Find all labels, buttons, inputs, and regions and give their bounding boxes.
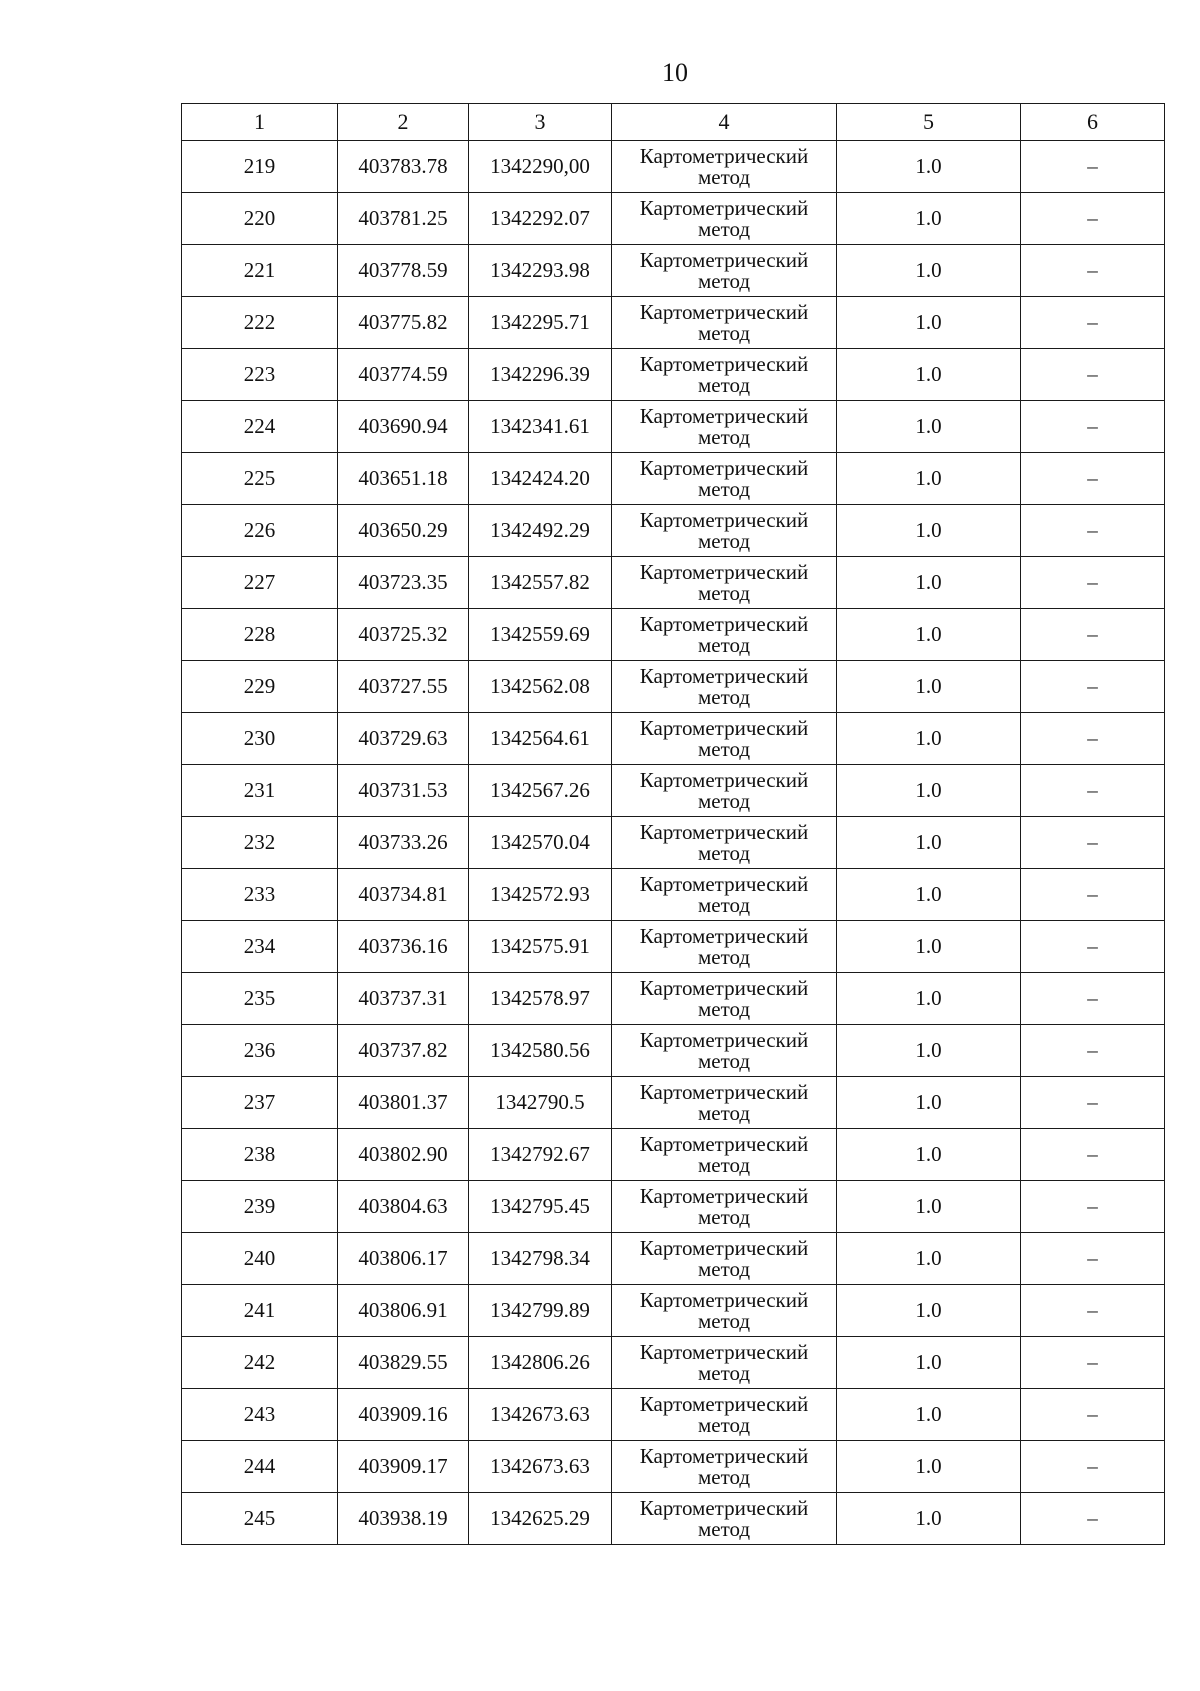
method-line-2: метод [697,528,751,553]
x-coordinate-cell: 403725.32 [338,609,469,661]
note-cell: – [1021,401,1165,453]
accuracy-cell: 1.0 [837,921,1021,973]
accuracy-cell: 1.0 [837,245,1021,297]
method-cell [612,713,837,765]
method-line-1: Картометрический [639,871,809,896]
accuracy-cell: 1.0 [837,1285,1021,1337]
method-line-2: метод [697,268,751,293]
method-line-1: Картометрический [639,611,809,636]
y-coordinate-cell: 1342293.98 [469,245,612,297]
header-cell-1: 1 [182,104,338,141]
accuracy-cell: 1.0 [837,1337,1021,1389]
method-line-2: метод [697,1516,751,1541]
accuracy-cell: 1.0 [837,1077,1021,1129]
x-coordinate-cell: 403736.16 [338,921,469,973]
point-number-cell: 233 [182,869,338,921]
method-cell [612,1233,837,1285]
method-cell [612,1129,837,1181]
method-cell [612,817,837,869]
point-number-cell: 222 [182,297,338,349]
point-number-cell: 227 [182,557,338,609]
x-coordinate-cell: 403729.63 [338,713,469,765]
coordinates-table [181,103,1165,1545]
x-coordinate-cell: 403909.17 [338,1441,469,1493]
point-number-cell: 224 [182,401,338,453]
y-coordinate-cell: 1342559.69 [469,609,612,661]
note-cell: – [1021,193,1165,245]
method-cell [612,1077,837,1129]
table-row [182,1233,1165,1285]
note-cell: – [1021,245,1165,297]
note-cell: – [1021,557,1165,609]
accuracy-cell: 1.0 [837,869,1021,921]
y-coordinate-cell: 1342290,00 [469,141,612,193]
method-line-1: Картометрический [639,1079,809,1104]
accuracy-cell: 1.0 [837,1441,1021,1493]
note-cell: – [1021,505,1165,557]
point-number-cell: 225 [182,453,338,505]
table-row [182,869,1165,921]
y-coordinate-cell: 1342424.20 [469,453,612,505]
method-line-1: Картометрический [639,1183,809,1208]
table-row [182,1077,1165,1129]
method-cell [612,401,837,453]
table-row [182,1285,1165,1337]
method-line-2: метод [697,996,751,1021]
table-row [182,141,1165,193]
point-number-cell: 243 [182,1389,338,1441]
x-coordinate-cell: 403781.25 [338,193,469,245]
note-cell: – [1021,1181,1165,1233]
method-line-1: Картометрический [639,1495,809,1520]
point-number-cell: 238 [182,1129,338,1181]
method-line-2: метод [697,320,751,345]
accuracy-cell: 1.0 [837,1025,1021,1077]
table-row [182,557,1165,609]
method-cell [612,661,837,713]
method-line-1: Картометрический [639,195,809,220]
accuracy-cell: 1.0 [837,453,1021,505]
y-coordinate-cell: 1342795.45 [469,1181,612,1233]
table-row [182,193,1165,245]
note-cell: – [1021,921,1165,973]
note-cell: – [1021,1233,1165,1285]
x-coordinate-cell: 403806.91 [338,1285,469,1337]
table-row [182,245,1165,297]
x-coordinate-cell: 403651.18 [338,453,469,505]
method-cell [612,557,837,609]
x-coordinate-cell: 403775.82 [338,297,469,349]
method-cell [612,973,837,1025]
y-coordinate-cell: 1342580.56 [469,1025,612,1077]
table-row [182,1129,1165,1181]
note-cell: – [1021,1129,1165,1181]
accuracy-cell: 1.0 [837,505,1021,557]
y-coordinate-cell: 1342575.91 [469,921,612,973]
method-line-2: метод [697,1464,751,1489]
y-coordinate-cell: 1342296.39 [469,349,612,401]
table-row [182,505,1165,557]
method-line-1: Картометрический [639,1391,809,1416]
point-number-cell: 230 [182,713,338,765]
y-coordinate-cell: 1342798.34 [469,1233,612,1285]
method-cell [612,349,837,401]
method-line-1: Картометрический [639,663,809,688]
accuracy-cell: 1.0 [837,193,1021,245]
method-cell [612,1441,837,1493]
y-coordinate-cell: 1342557.82 [469,557,612,609]
x-coordinate-cell: 403801.37 [338,1077,469,1129]
header-cell-6: 6 [1021,104,1165,141]
method-line-2: метод [697,372,751,397]
note-cell: – [1021,661,1165,713]
accuracy-cell: 1.0 [837,1181,1021,1233]
accuracy-cell: 1.0 [837,141,1021,193]
table-row [182,1181,1165,1233]
table-row [182,297,1165,349]
method-line-1: Картометрический [639,247,809,272]
accuracy-cell: 1.0 [837,401,1021,453]
method-line-1: Картометрический [639,715,809,740]
method-line-2: метод [697,944,751,969]
note-cell: – [1021,1337,1165,1389]
accuracy-cell: 1.0 [837,1389,1021,1441]
method-line-1: Картометрический [639,819,809,844]
y-coordinate-cell: 1342578.97 [469,973,612,1025]
point-number-cell: 241 [182,1285,338,1337]
note-cell: – [1021,297,1165,349]
method-line-1: Картометрический [639,1443,809,1468]
accuracy-cell: 1.0 [837,765,1021,817]
y-coordinate-cell: 1342572.93 [469,869,612,921]
method-cell [612,1025,837,1077]
point-number-cell: 220 [182,193,338,245]
method-cell [612,245,837,297]
table-row [182,1493,1165,1545]
y-coordinate-cell: 1342790.5 [469,1077,612,1129]
x-coordinate-cell: 403723.35 [338,557,469,609]
method-line-2: метод [697,164,751,189]
point-number-cell: 235 [182,973,338,1025]
table-row [182,349,1165,401]
method-line-1: Картометрический [639,1287,809,1312]
note-cell: – [1021,1285,1165,1337]
method-line-2: метод [697,1204,751,1229]
method-line-1: Картометрический [639,1131,809,1156]
y-coordinate-cell: 1342806.26 [469,1337,612,1389]
y-coordinate-cell: 1342799.89 [469,1285,612,1337]
x-coordinate-cell: 403737.82 [338,1025,469,1077]
point-number-cell: 242 [182,1337,338,1389]
point-number-cell: 237 [182,1077,338,1129]
y-coordinate-cell: 1342492.29 [469,505,612,557]
x-coordinate-cell: 403778.59 [338,245,469,297]
method-line-1: Картометрический [639,299,809,324]
method-line-1: Картометрический [639,975,809,1000]
y-coordinate-cell: 1342625.29 [469,1493,612,1545]
point-number-cell: 239 [182,1181,338,1233]
table-row [182,401,1165,453]
accuracy-cell: 1.0 [837,557,1021,609]
x-coordinate-cell: 403909.16 [338,1389,469,1441]
method-line-2: метод [697,840,751,865]
y-coordinate-cell: 1342341.61 [469,401,612,453]
x-coordinate-cell: 403802.90 [338,1129,469,1181]
x-coordinate-cell: 403774.59 [338,349,469,401]
x-coordinate-cell: 403737.31 [338,973,469,1025]
method-cell [612,869,837,921]
accuracy-cell: 1.0 [837,349,1021,401]
x-coordinate-cell: 403806.17 [338,1233,469,1285]
x-coordinate-cell: 403804.63 [338,1181,469,1233]
note-cell: – [1021,1025,1165,1077]
note-cell: – [1021,1441,1165,1493]
note-cell: – [1021,973,1165,1025]
method-line-1: Картометрический [639,507,809,532]
y-coordinate-cell: 1342673.63 [469,1441,612,1493]
method-line-1: Картометрический [639,351,809,376]
accuracy-cell: 1.0 [837,609,1021,661]
method-line-2: метод [697,216,751,241]
method-cell [612,765,837,817]
point-number-cell: 244 [182,1441,338,1493]
method-line-2: метод [697,1256,751,1281]
method-line-2: метод [697,476,751,501]
note-cell: – [1021,349,1165,401]
method-cell [612,1285,837,1337]
note-cell: – [1021,141,1165,193]
point-number-cell: 236 [182,1025,338,1077]
method-line-2: метод [697,1100,751,1125]
table-body [182,104,1165,1545]
note-cell: – [1021,765,1165,817]
method-cell [612,193,837,245]
note-cell: – [1021,1077,1165,1129]
x-coordinate-cell: 403734.81 [338,869,469,921]
method-line-2: метод [697,580,751,605]
method-line-2: метод [697,684,751,709]
method-line-2: метод [697,632,751,657]
point-number-cell: 228 [182,609,338,661]
note-cell: – [1021,1389,1165,1441]
table-header-row [182,104,1165,141]
x-coordinate-cell: 403733.26 [338,817,469,869]
note-cell: – [1021,713,1165,765]
point-number-cell: 226 [182,505,338,557]
header-cell-2: 2 [338,104,469,141]
x-coordinate-cell: 403829.55 [338,1337,469,1389]
point-number-cell: 229 [182,661,338,713]
method-line-1: Картометрический [639,143,809,168]
method-line-2: метод [697,1048,751,1073]
x-coordinate-cell: 403727.55 [338,661,469,713]
accuracy-cell: 1.0 [837,713,1021,765]
x-coordinate-cell: 403690.94 [338,401,469,453]
note-cell: – [1021,609,1165,661]
method-line-2: метод [697,892,751,917]
table-row [182,1441,1165,1493]
note-cell: – [1021,817,1165,869]
table-row [182,713,1165,765]
note-cell: – [1021,869,1165,921]
method-line-2: метод [697,1412,751,1437]
method-cell [612,921,837,973]
accuracy-cell: 1.0 [837,1129,1021,1181]
note-cell: – [1021,453,1165,505]
table-row [182,609,1165,661]
method-cell [612,609,837,661]
y-coordinate-cell: 1342292.07 [469,193,612,245]
method-line-1: Картометрический [639,559,809,584]
table-row [182,1025,1165,1077]
accuracy-cell: 1.0 [837,1233,1021,1285]
table-row [182,817,1165,869]
header-cell-4: 4 [612,104,837,141]
method-cell [612,141,837,193]
table-row [182,1337,1165,1389]
x-coordinate-cell: 403650.29 [338,505,469,557]
y-coordinate-cell: 1342570.04 [469,817,612,869]
method-line-1: Картометрический [639,403,809,428]
point-number-cell: 240 [182,1233,338,1285]
note-cell: – [1021,1493,1165,1545]
method-line-1: Картометрический [639,1339,809,1364]
accuracy-cell: 1.0 [837,973,1021,1025]
method-cell [612,505,837,557]
method-cell [612,297,837,349]
y-coordinate-cell: 1342295.71 [469,297,612,349]
y-coordinate-cell: 1342562.08 [469,661,612,713]
accuracy-cell: 1.0 [837,661,1021,713]
accuracy-cell: 1.0 [837,817,1021,869]
point-number-cell: 219 [182,141,338,193]
point-number-cell: 245 [182,1493,338,1545]
accuracy-cell: 1.0 [837,1493,1021,1545]
method-line-2: метод [697,1152,751,1177]
method-line-2: метод [697,424,751,449]
table-row [182,661,1165,713]
method-cell [612,453,837,505]
header-cell-5: 5 [837,104,1021,141]
y-coordinate-cell: 1342567.26 [469,765,612,817]
method-line-1: Картометрический [639,1027,809,1052]
x-coordinate-cell: 403731.53 [338,765,469,817]
method-cell [612,1493,837,1545]
page-number: 10 [662,58,688,87]
point-number-cell: 223 [182,349,338,401]
method-cell [612,1181,837,1233]
point-number-cell: 232 [182,817,338,869]
header-cell-3: 3 [469,104,612,141]
accuracy-cell: 1.0 [837,297,1021,349]
point-number-cell: 231 [182,765,338,817]
method-cell [612,1389,837,1441]
table-row [182,973,1165,1025]
x-coordinate-cell: 403938.19 [338,1493,469,1545]
table-row [182,921,1165,973]
x-coordinate-cell: 403783.78 [338,141,469,193]
method-line-1: Картометрический [639,1235,809,1260]
table-row [182,1389,1165,1441]
point-number-cell: 234 [182,921,338,973]
method-line-2: метод [697,1308,751,1333]
method-line-2: метод [697,1360,751,1385]
y-coordinate-cell: 1342792.67 [469,1129,612,1181]
table-row [182,453,1165,505]
method-line-1: Картометрический [639,455,809,480]
y-coordinate-cell: 1342673.63 [469,1389,612,1441]
method-cell [612,1337,837,1389]
point-number-cell: 221 [182,245,338,297]
y-coordinate-cell: 1342564.61 [469,713,612,765]
table-row [182,765,1165,817]
method-line-2: метод [697,788,751,813]
method-line-2: метод [697,736,751,761]
method-line-1: Картометрический [639,767,809,792]
method-line-1: Картометрический [639,923,809,948]
